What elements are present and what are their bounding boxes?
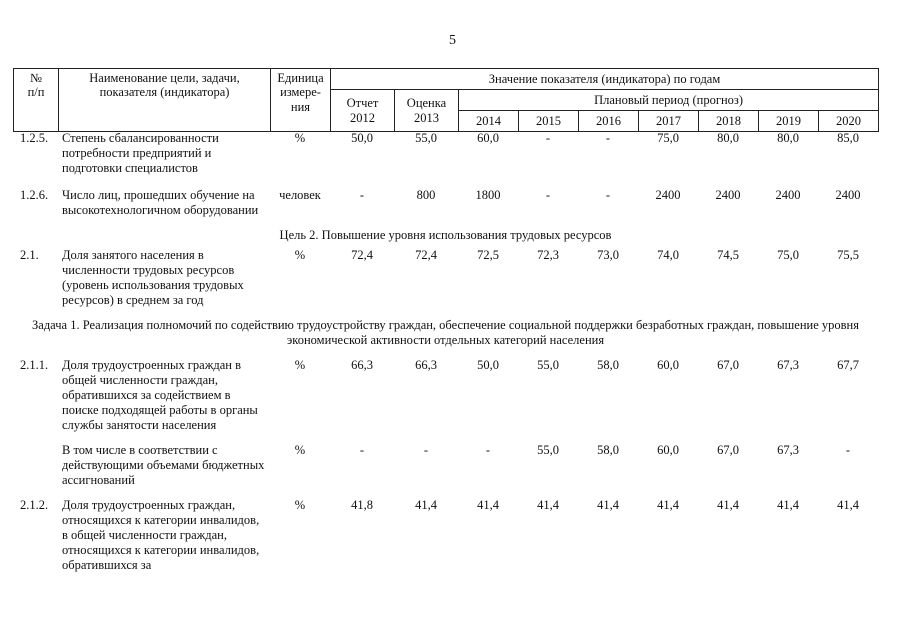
header-report: Отчет 2012 (331, 90, 395, 132)
value-cell: 73,0 (597, 248, 619, 262)
indicator-name: В том числе в соответствии с действующими объемами бюджетных ассигнований (62, 443, 265, 487)
value-cell: 2400 (655, 188, 681, 202)
table-row (13, 188, 878, 218)
value-cell: 41,4 (837, 498, 859, 512)
value-cell: 75,0 (777, 248, 799, 262)
indicator-name: Доля трудоустроенных граждан в общей численности граждан, обратившихся за содействием в поиске подходящей работы в органы службы занятости населения (62, 358, 258, 432)
unit-cell: % (294, 358, 306, 372)
value-cell: 60,0 (657, 358, 679, 372)
row-number: 2.1.2. (20, 498, 49, 512)
header-year: 2014 (459, 111, 519, 132)
value-cell: - (359, 188, 365, 202)
header-year: 2017 (639, 111, 699, 132)
header-name: Наименование цели, задачи, показателя (индикатора) (59, 69, 271, 132)
unit-cell: % (294, 131, 306, 145)
value-cell: 50,0 (477, 358, 499, 372)
table-row (13, 131, 878, 176)
value-cell: 800 (416, 188, 436, 202)
goal-heading-row (13, 228, 878, 243)
value-cell: 80,0 (717, 131, 739, 145)
indicator-name: Доля занятого населения в численности трудовых ресурсов (уровень использования трудовых ресурсов) в среднем за год (62, 248, 244, 307)
row-number: 2.1.1. (20, 358, 49, 372)
value-cell: 50,0 (351, 131, 373, 145)
value-cell: 41,4 (477, 498, 499, 512)
value-cell: 74,5 (717, 248, 739, 262)
value-cell: 72,4 (415, 248, 437, 262)
value-cell: 75,5 (837, 248, 859, 262)
value-cell: 41,4 (597, 498, 619, 512)
row-spacer-cell (13, 433, 878, 443)
value-cell: 55,0 (537, 358, 559, 372)
row-number: 1.2.5. (20, 131, 49, 145)
row-spacer-cell (13, 308, 878, 318)
table-row (13, 498, 878, 573)
row-spacer-cell (13, 218, 878, 228)
value-cell: 41,4 (415, 498, 437, 512)
value-cell: - (845, 443, 851, 457)
value-cell: 67,0 (717, 443, 739, 457)
value-cell: 72,3 (537, 248, 559, 262)
value-cell: - (485, 443, 491, 457)
row-spacer (13, 218, 878, 228)
row-spacer (13, 348, 878, 358)
data-table (13, 131, 878, 573)
value-cell: 85,0 (837, 131, 859, 145)
value-cell: 66,3 (351, 358, 373, 372)
row-number: 2.1. (20, 248, 39, 262)
row-number (13, 443, 58, 488)
table-header (13, 68, 878, 131)
value-cell: 75,0 (657, 131, 679, 145)
value-cell: 1800 (475, 188, 501, 202)
value-cell: 55,0 (415, 131, 437, 145)
indicator-name: Степень сбалансированности потребности предприятий и подготовки специалистов (62, 131, 219, 175)
value-cell: - (605, 188, 611, 202)
value-cell: 41,4 (717, 498, 739, 512)
unit-cell: % (294, 248, 306, 262)
task-heading: Задача 1. Реализация полномочий по содействию трудоустройству граждан, обеспечение социальной поддержки безработных граждан, повышение уровня экономической активности отдельных категорий населения (32, 318, 859, 347)
header-year: 2018 (699, 111, 759, 132)
header-year: 2020 (819, 111, 879, 132)
header-estimate: Оценка 2013 (395, 90, 459, 132)
value-cell: 55,0 (537, 443, 559, 457)
value-cell: 80,0 (777, 131, 799, 145)
header-unit: Единица измере- ния (271, 69, 331, 132)
header-year: 2016 (579, 111, 639, 132)
row-number: 1.2.6. (20, 188, 49, 202)
value-cell: 2400 (715, 188, 741, 202)
indicator-name: Число лиц, прошедших обучение на высокотехнологичном оборудовании (62, 188, 259, 217)
indicator-name: Доля трудоустроенных граждан, относящихся к категории инвалидов, в общей численности граждан, относящихся к категории инвалидов, обратившихся за (62, 498, 260, 572)
unit-cell: человек (279, 188, 321, 202)
value-cell: 41,4 (777, 498, 799, 512)
value-cell: 2400 (835, 188, 861, 202)
table-row (13, 358, 878, 433)
value-cell: 67,3 (777, 358, 799, 372)
value-cell: - (545, 131, 551, 145)
header-num: № п/п (14, 69, 59, 132)
value-cell: 60,0 (477, 131, 499, 145)
table-row (13, 443, 878, 488)
task-heading-row (13, 318, 878, 348)
unit-cell: % (294, 498, 306, 512)
value-cell: 58,0 (597, 443, 619, 457)
value-cell: - (605, 131, 611, 145)
value-cell: 67,7 (837, 358, 859, 372)
value-cell: 41,4 (537, 498, 559, 512)
value-cell: 74,0 (657, 248, 679, 262)
value-cell: 58,0 (597, 358, 619, 372)
row-spacer-cell (13, 348, 878, 358)
row-spacer (13, 176, 878, 188)
value-cell: 72,5 (477, 248, 499, 262)
value-cell: 67,3 (777, 443, 799, 457)
value-cell: 60,0 (657, 443, 679, 457)
goal-heading: Цель 2. Повышение уровня использования трудовых ресурсов (279, 228, 612, 242)
row-spacer (13, 308, 878, 318)
header-values-title: Значение показателя (индикатора) по годам (331, 69, 879, 90)
value-cell: 66,3 (415, 358, 437, 372)
value-cell: - (545, 188, 551, 202)
table-row (13, 248, 878, 308)
row-spacer-cell (13, 176, 878, 188)
row-spacer-cell (13, 488, 878, 498)
header-year: 2015 (519, 111, 579, 132)
value-cell: - (423, 443, 429, 457)
value-cell: 41,4 (657, 498, 679, 512)
header-year: 2019 (759, 111, 819, 132)
value-cell: 41,8 (351, 498, 373, 512)
value-cell: - (359, 443, 365, 457)
page-number: 5 (449, 33, 456, 48)
row-spacer (13, 433, 878, 443)
header-plan-title: Плановый период (прогноз) (459, 90, 879, 111)
unit-cell: % (294, 443, 306, 457)
row-spacer (13, 488, 878, 498)
value-cell: 2400 (775, 188, 801, 202)
value-cell: 72,4 (351, 248, 373, 262)
value-cell: 67,0 (717, 358, 739, 372)
